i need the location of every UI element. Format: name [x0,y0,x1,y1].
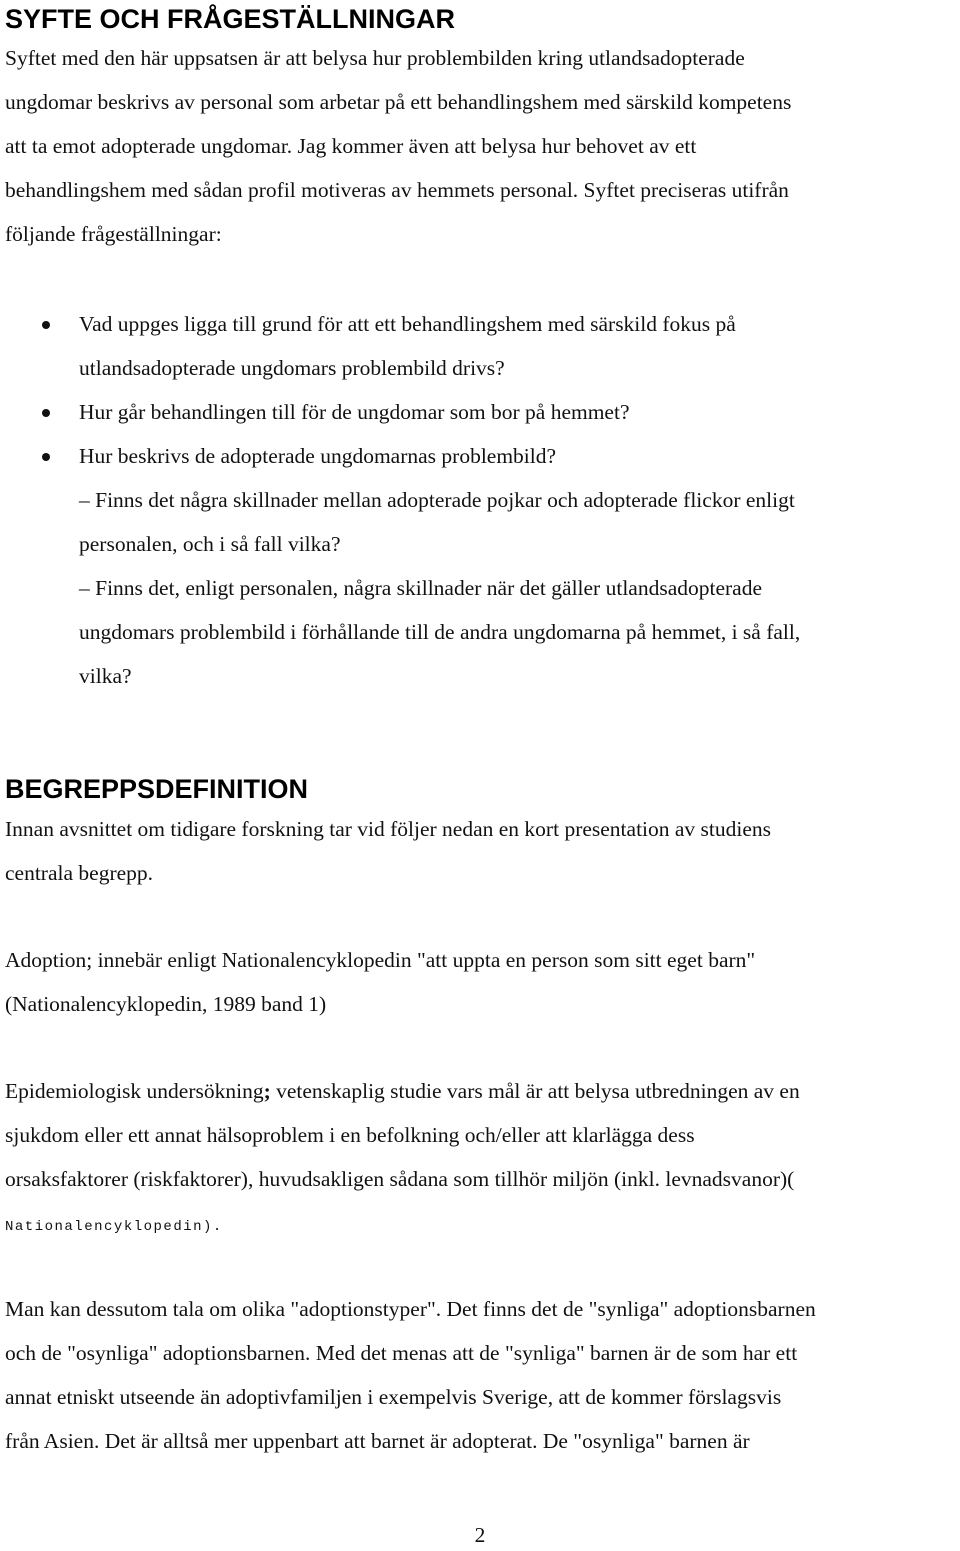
text-line: sjukdom eller ett annat hälsoproblem i en befolkning och/eller att klarlägga dess [5,1123,695,1147]
bullet-icon [42,321,50,329]
text-line: Hur beskrivs de adopterade ungdomarnas problembild? [79,444,557,468]
text-line: – Finns det, enligt personalen, några skillnader när det gäller utlandsadopterade [79,576,763,600]
text-line: Hur går behandlingen till för de ungdomar som bor på hemmet? [79,400,630,424]
text-line: ungdomar beskrivs av personal som arbetar på ett behandlingshem med särskild kompetens [5,90,792,114]
text-line: annat etniskt utseende än adoptivfamiljen i exempelvis Sverige, att de kommer förslagsvis [5,1385,782,1409]
text-line [5,1201,960,1249]
epidemiology-definition [5,1069,960,1249]
adoption-definition [5,938,960,1026]
list-item [0,434,960,478]
bullet-icon [42,453,50,461]
sub-question [0,566,960,698]
text-line: ungdomars problembild i förhållande till de andra ungdomarna på hemmet, i så fall, [79,620,801,644]
text-line: (Nationalencyklopedin, 1989 band 1) [5,992,327,1016]
text-line: från Asien. Det är alltså mer uppenbart att barnet är adopterat. De "osynliga" barnen är [5,1429,750,1453]
section-heading-begreppsdefinition: BEGREPPSDEFINITION [5,774,309,804]
term-separator: ; [263,1079,271,1103]
text-line: personalen, och i så fall vilka? [79,532,341,556]
question-list [0,302,960,698]
text-line: Vad uppges ligga till grund för att ett behandlingshem med särskild fokus på [79,312,736,336]
text-line: Innan avsnittet om tidigare forskning tar vid följer nedan en kort presentation av studiens [5,817,772,841]
text-line [5,1069,960,1113]
reference-citation: Nationalencyklopedin). [5,1219,223,1235]
text-line: Adoption; innebär enligt Nationalencyklopedin "att uppta en person som sitt eget barn" [5,948,756,972]
text-line: centrala begrepp. [5,861,154,885]
text-line: och de "osynliga" adoptionsbarnen. Med det menas att de "synliga" barnen är de som har ett [5,1341,798,1365]
adoption-types-paragraph [5,1287,960,1463]
text-line: vilka? [79,664,132,688]
text-line: följande frågeställningar: [5,222,222,246]
text-line: att ta emot adopterade ungdomar. Jag kommer även att belysa hur behovet av ett [5,134,697,158]
text-line: orsaksfaktorer (riskfaktorer), huvudsakligen sådana som tillhör miljön (inkl. levnadsvanor)( [5,1167,795,1191]
text-line: Man kan dessutom tala om olika "adoptionstyper". Det finns det de "synliga" adoptionsbarnen [5,1297,816,1321]
page-number: 2 [474,1523,486,1547]
bullet-icon [42,409,50,417]
definition-term: Epidemiologisk undersökning [5,1079,264,1103]
list-item [0,390,960,434]
list-item [0,302,960,390]
sub-question [0,478,960,566]
text-line: – Finns det några skillnader mellan adopterade pojkar och adopterade flickor enligt [79,488,795,512]
text-line: utlandsadopterade ungdomars problembild drivs? [79,356,505,380]
purpose-paragraph [5,36,960,256]
definitions-intro [5,807,960,895]
text-line: behandlingshem med sådan profil motiveras av hemmets personal. Syftet preciseras utifrån [5,178,789,202]
text-line: Syftet med den här uppsatsen är att belysa hur problembilden kring utlandsadopterade [5,46,745,70]
definition-text: vetenskaplig studie vars mål är att belysa utbredningen av en [270,1079,800,1103]
section-heading-syfte: SYFTE OCH FRÅGESTÄLLNINGAR [5,4,455,34]
